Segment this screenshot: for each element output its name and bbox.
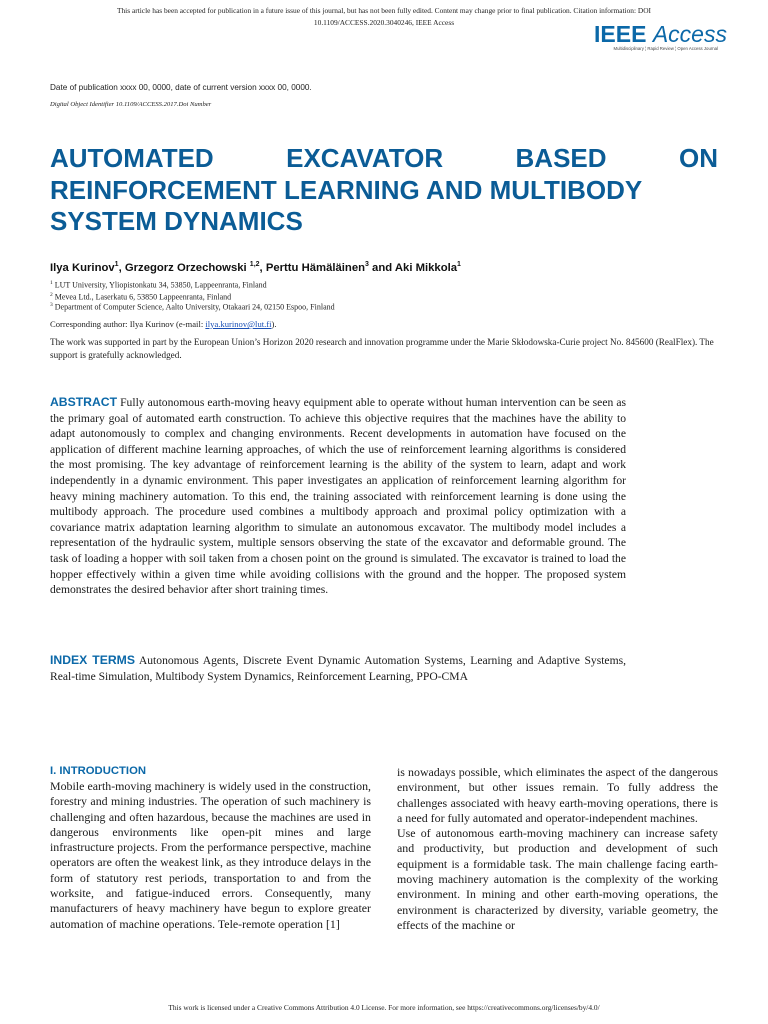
- affiliation-text: Department of Computer Science, Aalto University, Otakaari 24, 02150 Espoo, Finland: [52, 302, 335, 312]
- author-name: Grzegorz Orzechowski: [124, 261, 250, 274]
- affiliation-text: Mevea Ltd., Laserkatu 6, 53850 Lappeenranta, Finland: [52, 292, 232, 302]
- journal-notice-line2: 10.1109/ACCESS.2020.3040246, IEEE Access: [313, 18, 455, 27]
- corresponding-prefix: Corresponding author: Ilya Kurinov (e-mail:: [50, 319, 206, 329]
- author-name: Ilya Kurinov: [50, 261, 115, 274]
- affiliation-mark: 3: [50, 302, 53, 308]
- journal-notice-line1: This article has been accepted for publication in a future issue of this journal, but has not been fully edited. Content may change prior to final publication. Citation information: DOI: [116, 6, 652, 15]
- publication-date: Date of publication xxxx 00, 0000, date of current version xxxx 00, 0000.: [50, 83, 312, 92]
- author-list: [50, 261, 461, 274]
- author-affiliation-mark: 1: [114, 261, 119, 268]
- introduction-column-left: [50, 779, 371, 932]
- index-terms-text: Autonomous Agents, Discrete Event Dynamic Automation Systems, Learning and Adaptive Systems, Real-time Simulation, Multibody System Dynamics, Reinforcement Learning, PPO-CMA: [50, 654, 626, 683]
- title-word: BASED: [515, 143, 607, 173]
- corresponding-email-link[interactable]: ilya.kurinov@lut.fi: [205, 319, 272, 329]
- abstract-label: ABSTRACT: [50, 395, 118, 409]
- paper-title: [50, 143, 718, 238]
- affiliation-3: [50, 300, 335, 313]
- introduction-paragraph: Mobile earth-moving machinery is widely used in the construction, forestry and mining industries. The operation of such machinery is challenging and often hazardous, because the machines are used in dangerous environments like open-pit mines and large infrastructure projects. From the performance perspective, machine operators are often the weakest link, as they introduce delays in the form of statutory rest periods, transportation to and from the worksite, and fatigue-induced errors. Consequently, many manufacturers of heavy machinery have begun to explore greater automation of machine operations. Tele-remote operation [1]: [50, 779, 371, 931]
- author-affiliation-mark: 1: [457, 261, 461, 268]
- logo-ieee: IEEE: [594, 21, 647, 47]
- title-line-2: REINFORCEMENT LEARNING AND MULTIBODY: [50, 174, 643, 205]
- title-line-1: [50, 143, 718, 175]
- introduction-heading: I. INTRODUCTION: [50, 765, 147, 777]
- logo-wordmark: [594, 20, 727, 48]
- affiliation-mark: 2: [50, 292, 53, 298]
- corresponding-author: [50, 319, 277, 329]
- license-footer: This work is licensed under a Creative Commons Attribution 4.0 License. For more information, see https://creativecommons.org/licenses/by/4.0/: [168, 1003, 600, 1012]
- author-name: Perttu Hämäläinen: [265, 261, 366, 274]
- logo-access: Access: [652, 21, 727, 47]
- abstract-text: Fully autonomous earth-moving heavy equipment able to operate without human intervention can be seen as the primary goal of automated earth construction. To achieve this objective requires that the machines have the ability to adapt autonomously to complex and changing environments. Recent developments in automation have focused on the application of different machine learning approaches, of which the use of reinforcement learning algorithms is considered the most promising. The key advantage of reinforcement learning is the ability of the system to learn, adapt and work independently in a dynamic environment. This paper investigates an application of reinforcement learning algorithm for heavy mining machinery automation. To this end, the training associated with reinforcement learning is done using the multibody approach. The procedure used combines a multibody approach and proximal policy optimization with a covariance matrix adaptation learning algorithm to simulate an autonomous excavator. The multibody model includes a representation of the hydraulic system, multiple sensors observing the state of the excavator and deformable ground. The task of loading a hopper with soil taken from a chosen point on the ground is simulated. The excavator is trained to load the hopper effectively within a given time while avoiding collisions with the ground and the hopper. The proposed system demonstrates the desired behavior after short training times.: [50, 396, 626, 597]
- affiliation-mark: 1: [50, 280, 53, 286]
- logo-tagline: Multidisciplinary ¦ Rapid Review ¦ Open Access Journal: [613, 46, 718, 51]
- author-affiliation-mark: 1,2: [249, 261, 260, 268]
- title-word: ON: [678, 143, 718, 173]
- title-word: EXCAVATOR: [286, 143, 444, 173]
- introduction-paragraph: is nowadays possible, which eliminates the aspect of the dangerous environment, but other issues remain. To fully address the challenges associated with heavy earth-moving operations, there is a need for fully automated and operator-independent machines.: [397, 765, 718, 825]
- introduction-paragraph: Use of autonomous earth-moving machinery can increase safety and productivity, but production and development of such equipment is a formidable task. The main challenge facing earth-moving machinery automation is the complexity of the working environment. In mining and other earth-moving operations, the environment is characterized by diversity, variable geometry, the effects of the machine or: [397, 826, 718, 932]
- author-separator: ,: [118, 261, 125, 274]
- index-terms: [50, 653, 626, 684]
- author-separator: and: [368, 261, 395, 274]
- introduction-column-right: [397, 765, 718, 933]
- corresponding-suffix: ).: [271, 319, 277, 329]
- funding-acknowledgement: The work was supported in part by the European Union’s Horizon 2020 research and innovation programme under the Marie Skłodowska-Curie project No. 845600 (RealFlex). The support is gratefully acknowledged.: [50, 337, 714, 360]
- index-terms-label: INDEX TERMS: [50, 653, 135, 667]
- author-separator: ,: [259, 261, 266, 274]
- doi-line: Digital Object Identifier 10.1109/ACCESS.2017.Doi Number: [50, 101, 212, 108]
- ieee-access-logo: [594, 20, 727, 51]
- title-word: AUTOMATED: [50, 143, 214, 173]
- author-affiliation-mark: 3: [365, 261, 369, 268]
- abstract: [50, 395, 626, 598]
- title-line-3: SYSTEM DYNAMICS: [50, 206, 303, 236]
- affiliation-text: LUT University, Yliopistonkatu 34, 53850, Lappeenranta, Finland: [52, 280, 267, 290]
- author-name: Aki Mikkola: [394, 261, 458, 274]
